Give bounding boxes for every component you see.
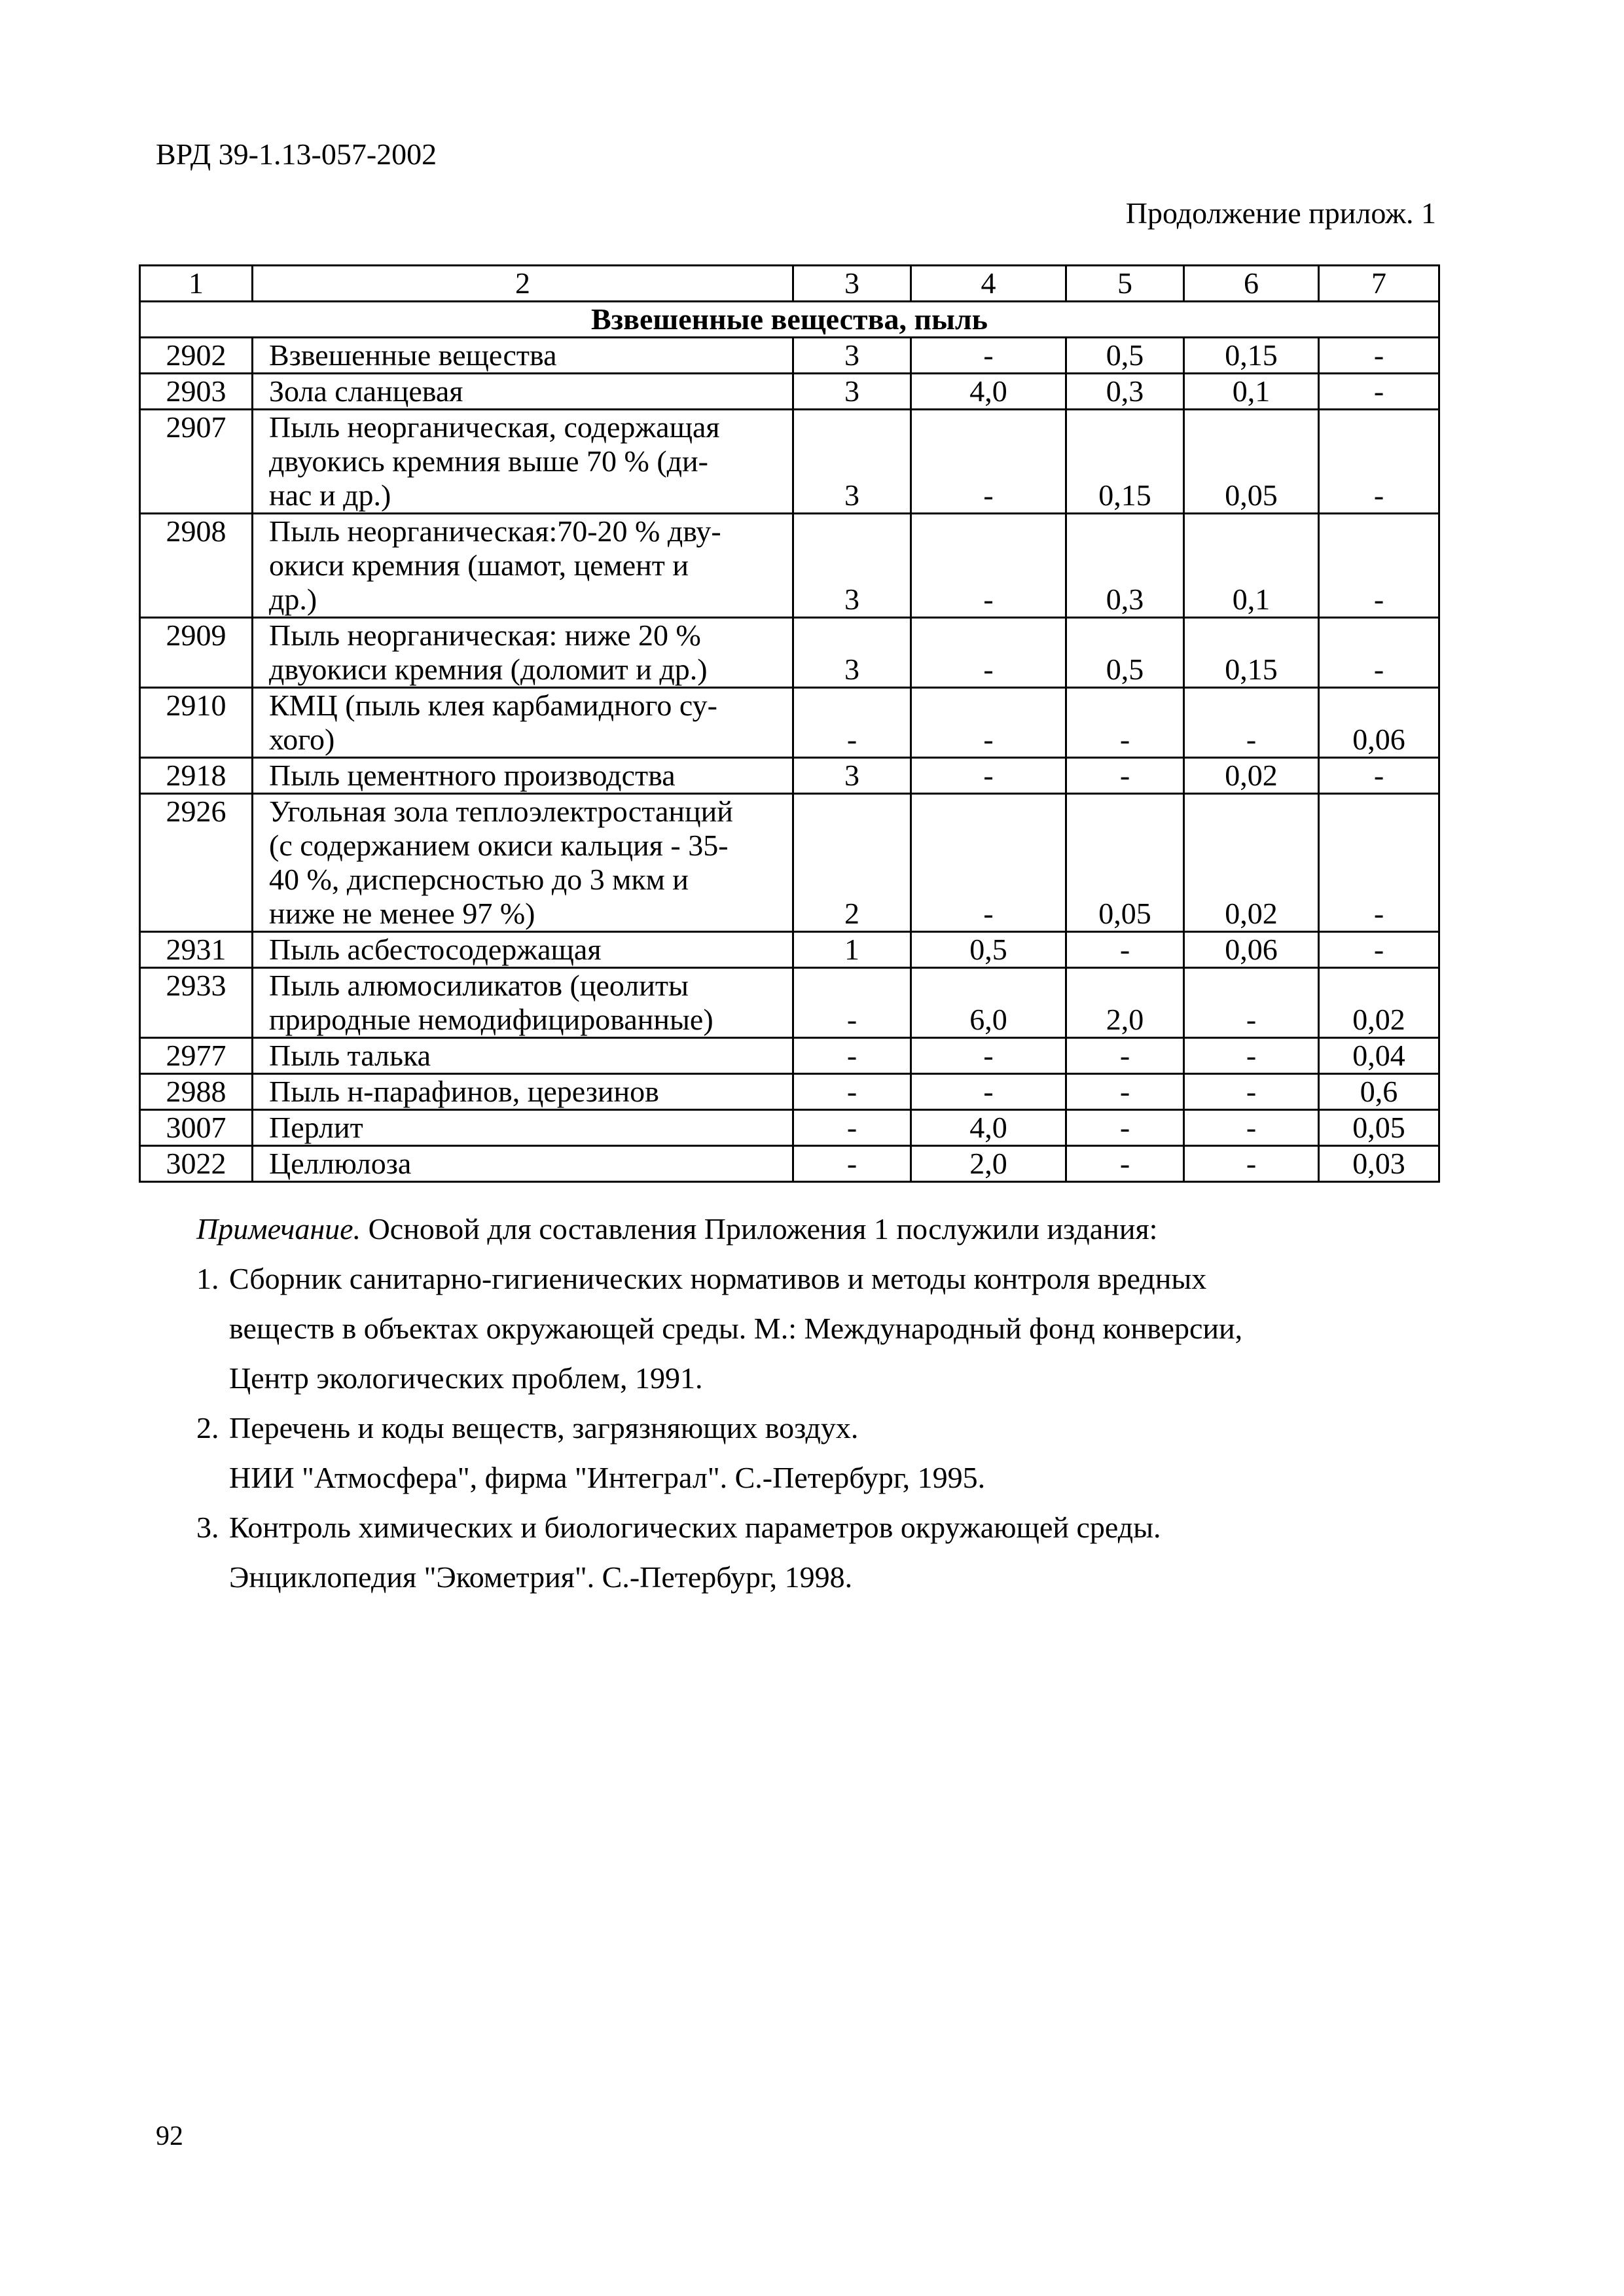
substance-code: 2988 <box>140 1074 253 1110</box>
substance-name: КМЦ (пыль клея карбамидного су- хого) <box>253 688 793 758</box>
table-row <box>140 1038 1439 1074</box>
value-col-3: 2 <box>793 794 911 932</box>
column-number: 3 <box>793 266 911 302</box>
substance-name: Пыль асбестосодержащая <box>253 932 793 968</box>
table-row <box>140 1074 1439 1110</box>
column-number-row <box>140 266 1439 302</box>
substance-code: 3007 <box>140 1110 253 1146</box>
substance-code: 2977 <box>140 1038 253 1074</box>
value-col-5: - <box>1066 1038 1184 1074</box>
substance-code: 2908 <box>140 514 253 618</box>
value-col-5: - <box>1066 688 1184 758</box>
value-col-6: 0,1 <box>1184 374 1319 410</box>
value-col-7: - <box>1319 374 1439 410</box>
note-items <box>196 1254 1440 1602</box>
substance-name: Пыль неорганическая: ниже 20 % двуокиси кремния (доломит и др.) <box>253 618 793 688</box>
value-col-5: 0,3 <box>1066 374 1184 410</box>
substance-name: Пыль алюмосиликатов (цеолиты природные немодифицированные) <box>253 968 793 1038</box>
value-col-7: - <box>1319 618 1439 688</box>
value-col-4: - <box>911 1074 1066 1110</box>
substance-name: Пыль талька <box>253 1038 793 1074</box>
value-col-6: - <box>1184 968 1319 1038</box>
column-number: 5 <box>1066 266 1184 302</box>
column-number: 6 <box>1184 266 1319 302</box>
table-row <box>140 758 1439 794</box>
value-col-5: 2,0 <box>1066 968 1184 1038</box>
table-row <box>140 968 1439 1038</box>
table-row <box>140 1110 1439 1146</box>
substance-code: 2918 <box>140 758 253 794</box>
value-col-3: 3 <box>793 338 911 374</box>
page-number: 92 <box>156 2121 183 2151</box>
note-item-text <box>229 1403 1440 1503</box>
value-col-3: 3 <box>793 410 911 514</box>
value-col-3: 3 <box>793 618 911 688</box>
doc-code: ВРД 39-1.13-057-2002 <box>156 137 437 171</box>
value-col-3: 3 <box>793 758 911 794</box>
substance-name: Угольная зола теплоэлектростанций (с содержанием окиси кальция - 35- 40 %, дисперсностью до 3 мкм и ниже не менее 97 %) <box>253 794 793 932</box>
note-item-line: Сборник санитарно-гигиенических нормативов и методы контроля вредных <box>229 1262 1207 1295</box>
value-col-5: - <box>1066 1110 1184 1146</box>
value-col-4: 0,5 <box>911 932 1066 968</box>
column-number: 7 <box>1319 266 1439 302</box>
column-number: 2 <box>253 266 793 302</box>
substance-name: Пыль неорганическая:70-20 % дву- окиси кремния (шамот, цемент и др.) <box>253 514 793 618</box>
note-text: Основой для составления Приложения 1 послужили издания: <box>361 1212 1158 1246</box>
value-col-7: - <box>1319 794 1439 932</box>
table-row <box>140 1146 1439 1182</box>
value-col-7: 0,6 <box>1319 1074 1439 1110</box>
value-col-4: - <box>911 618 1066 688</box>
section-row <box>140 302 1439 338</box>
value-col-4: - <box>911 758 1066 794</box>
table-row <box>140 410 1439 514</box>
value-col-5: 0,5 <box>1066 618 1184 688</box>
table-row <box>140 794 1439 932</box>
substance-code: 2933 <box>140 968 253 1038</box>
note-item-text <box>229 1503 1440 1602</box>
value-col-4: - <box>911 688 1066 758</box>
value-col-6: 0,15 <box>1184 338 1319 374</box>
note-item <box>196 1254 1440 1403</box>
note-item-number: 2. <box>196 1411 219 1444</box>
value-col-3: - <box>793 1110 911 1146</box>
value-col-3: 3 <box>793 374 911 410</box>
value-col-5: 0,05 <box>1066 794 1184 932</box>
note-item-line: НИИ "Атмосфера", фирма "Интеграл". С.-Петербург, 1995. <box>229 1461 986 1494</box>
value-col-5: - <box>1066 758 1184 794</box>
column-number: 4 <box>911 266 1066 302</box>
substance-name: Целлюлоза <box>253 1146 793 1182</box>
continuation-label: Продолжение прилож. 1 <box>1125 196 1436 230</box>
substance-name: Пыль н-парафинов, церезинов <box>253 1074 793 1110</box>
substance-code: 3022 <box>140 1146 253 1182</box>
section-title: Взвешенные вещества, пыль <box>140 302 1439 338</box>
value-col-3: - <box>793 1146 911 1182</box>
value-col-4: - <box>911 514 1066 618</box>
value-col-7: 0,03 <box>1319 1146 1439 1182</box>
substance-code: 2909 <box>140 618 253 688</box>
value-col-6: - <box>1184 1146 1319 1182</box>
value-col-5: - <box>1066 1074 1184 1110</box>
table-body <box>140 266 1439 1182</box>
substance-code: 2910 <box>140 688 253 758</box>
note <box>196 1204 1440 1602</box>
value-col-5: - <box>1066 932 1184 968</box>
value-col-6: 0,05 <box>1184 410 1319 514</box>
table-row <box>140 932 1439 968</box>
value-col-5: 0,5 <box>1066 338 1184 374</box>
substance-name: Перлит <box>253 1110 793 1146</box>
value-col-3: - <box>793 688 911 758</box>
value-col-3: 1 <box>793 932 911 968</box>
value-col-6: - <box>1184 1038 1319 1074</box>
value-col-7: 0,04 <box>1319 1038 1439 1074</box>
note-item-line: Энциклопедия "Экометрия". С.-Петербург, 1998. <box>229 1560 853 1594</box>
substance-name: Зола сланцевая <box>253 374 793 410</box>
substance-name: Взвешенные вещества <box>253 338 793 374</box>
note-item-line: Контроль химических и биологических параметров окружающей среды. <box>229 1511 1161 1544</box>
table-row <box>140 514 1439 618</box>
note-title <box>196 1204 1440 1254</box>
note-item <box>196 1503 1440 1602</box>
value-col-6: 0,06 <box>1184 932 1319 968</box>
note-item-line: Центр экологических проблем, 1991. <box>229 1361 703 1395</box>
note-item-line: Перечень и коды веществ, загрязняющих воздух. <box>229 1411 859 1444</box>
value-col-3: - <box>793 968 911 1038</box>
table-row <box>140 688 1439 758</box>
value-col-4: 4,0 <box>911 374 1066 410</box>
value-col-6: 0,15 <box>1184 618 1319 688</box>
substance-code: 2931 <box>140 932 253 968</box>
value-col-7: - <box>1319 338 1439 374</box>
note-item-number: 3. <box>196 1511 219 1544</box>
value-col-7: 0,02 <box>1319 968 1439 1038</box>
table-row <box>140 374 1439 410</box>
value-col-7: - <box>1319 758 1439 794</box>
substance-code: 2907 <box>140 410 253 514</box>
value-col-7: 0,06 <box>1319 688 1439 758</box>
note-item-text <box>229 1254 1440 1403</box>
value-col-4: - <box>911 410 1066 514</box>
value-col-4: - <box>911 338 1066 374</box>
substance-name: Пыль цементного производства <box>253 758 793 794</box>
value-col-4: 2,0 <box>911 1146 1066 1182</box>
note-item <box>196 1403 1440 1503</box>
value-col-7: - <box>1319 932 1439 968</box>
value-col-7: - <box>1319 410 1439 514</box>
value-col-4: - <box>911 1038 1066 1074</box>
value-col-7: - <box>1319 514 1439 618</box>
value-col-5: - <box>1066 1146 1184 1182</box>
value-col-6: 0,02 <box>1184 794 1319 932</box>
value-col-5: 0,15 <box>1066 410 1184 514</box>
note-item-number: 1. <box>196 1262 219 1295</box>
value-col-5: 0,3 <box>1066 514 1184 618</box>
value-col-6: - <box>1184 1074 1319 1110</box>
value-col-3: - <box>793 1074 911 1110</box>
value-col-6: - <box>1184 688 1319 758</box>
note-label: Примечание. <box>196 1212 361 1246</box>
value-col-6: 0,1 <box>1184 514 1319 618</box>
note-item-line: веществ в объектах окружающей среды. М.: Международный фонд конверсии, <box>229 1312 1243 1345</box>
value-col-4: 4,0 <box>911 1110 1066 1146</box>
value-col-6: - <box>1184 1110 1319 1146</box>
column-number: 1 <box>140 266 253 302</box>
value-col-3: - <box>793 1038 911 1074</box>
value-col-7: 0,05 <box>1319 1110 1439 1146</box>
substance-code: 2902 <box>140 338 253 374</box>
value-col-4: - <box>911 794 1066 932</box>
value-col-3: 3 <box>793 514 911 618</box>
substance-code: 2926 <box>140 794 253 932</box>
table-row <box>140 338 1439 374</box>
value-col-6: 0,02 <box>1184 758 1319 794</box>
table-row <box>140 618 1439 688</box>
value-col-4: 6,0 <box>911 968 1066 1038</box>
substance-code: 2903 <box>140 374 253 410</box>
substance-name: Пыль неорганическая, содержащая двуокись кремния выше 70 % (ди- нас и др.) <box>253 410 793 514</box>
substances-table <box>139 264 1440 1183</box>
